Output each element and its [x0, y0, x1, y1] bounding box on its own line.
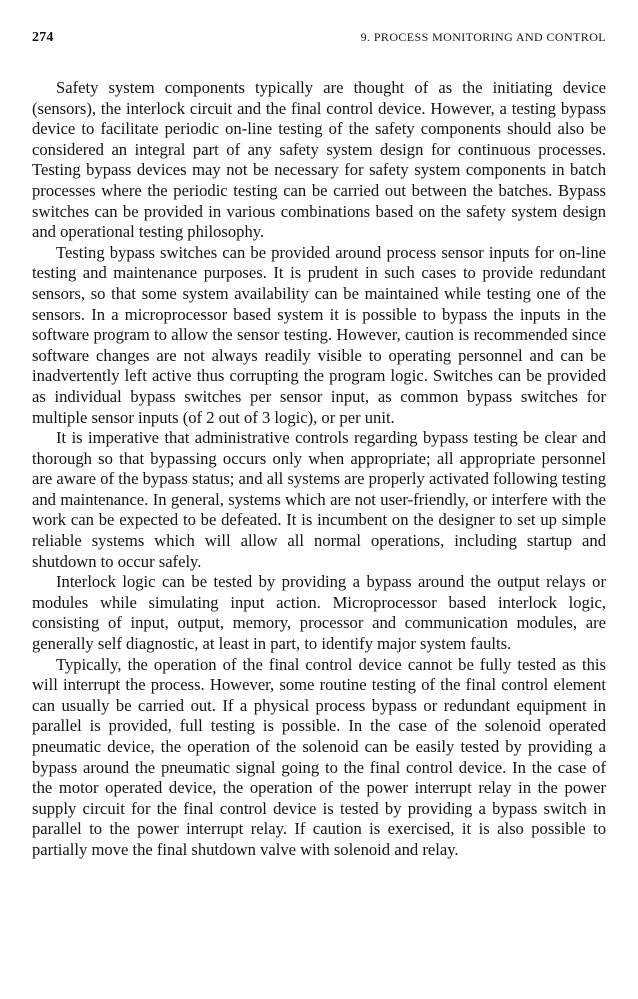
paragraph-interlock-logic: Interlock logic can be tested by providing a bypass around the output relays or modules while simulating input action. Microprocessor based interlock logic, consisting of input, output, memory, processor and communication modules, are generally self diagnostic, at least in part, to identify major system faults. [32, 572, 606, 654]
page-number: 274 [32, 30, 54, 45]
chapter-title: 9. PROCESS MONITORING AND CONTROL [360, 30, 606, 44]
paragraph-safety-components: Safety system components typically are thought of as the initiating device (sensors), the interlock circuit and the final control device. However, a testing bypass device to facilitate periodic on-line testing of the safety components should also be considered an integral part of any safety system design for continuous processes. Testing bypass devices may not be necessary for safety system components in batch processes where the periodic testing can be carried out between the batches. Bypass switches can be provided in various combinations based on the safety system design and operational testing philosophy. [32, 78, 606, 242]
paragraph-administrative-controls: It is imperative that administrative controls regarding bypass testing be clear and thorough so that bypassing occurs only when appropriate; all appropriate personnel are aware of the bypass status; and all systems are properly activated following testing and maintenance. In general, systems which are not user-friendly, or interfere with the work can be expected to be defeated. It is incumbent on the designer to set up simple reliable systems which will allow all normal operations, including startup and shutdown to occur safely. [32, 428, 606, 571]
book-page [32, 30, 606, 980]
paragraph-final-control-device: Typically, the operation of the final control device cannot be fully tested as this will interrupt the process. However, some routine testing of the final control element can usually be carried out. If a physical process bypass or redundant equipment in parallel is provided, full testing is possible. In the case of the solenoid operated pneumatic device, the operation of the solenoid can be easily tested by providing a bypass around the pneumatic signal going to the final control device. In the case of the motor operated device, the operation of the power interrupt relay in the power supply circuit for the final control device is tested by providing a bypass switch in parallel to the power interrupt relay. If caution is exercised, it is also possible to partially move the final shutdown valve with solenoid and relay. [32, 654, 606, 859]
running-header [32, 30, 606, 52]
body-text [32, 78, 606, 861]
paragraph-sensor-bypass: Testing bypass switches can be provided around process sensor inputs for on-line testing and maintenance purposes. It is prudent in such cases to provide redundant sensors, so that some system availability can be maintained while testing one of the sensors. In a microprocessor based system it is possible to bypass the inputs in the software program to allow the sensor testing. However, caution is recommended since software changes are not always readily visible to operating personnel and can be inadvertently left active thus corrupting the program logic. Switches can be provided as individual bypass switches per sensor input, as common bypass switches for multiple sensor inputs (of 2 out of 3 logic), or per unit. [32, 242, 606, 427]
